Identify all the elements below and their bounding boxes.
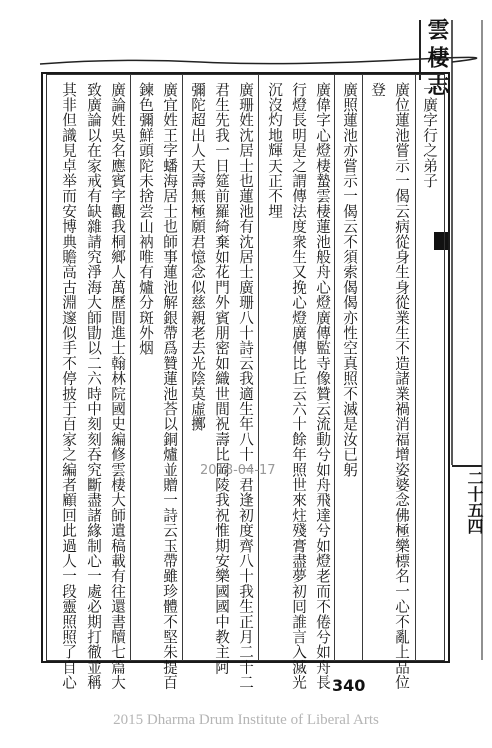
text-column-3: 登 <box>369 82 386 98</box>
text-column-13: 廣論姓吳名應賓字觀我桐鄉人萬歷間進士翰林院國史編修雲棲大師遺稿載有往還書牘七篇大 <box>109 82 126 690</box>
text-column-8: 廣珊姓沈居士也蓮池有沈居士廣珊八十詩云我適生年八十一君逢初度齊八十我生正月二十二 <box>237 82 254 690</box>
side-divider <box>452 465 482 467</box>
column-divider <box>130 74 131 661</box>
page-edge-line <box>40 57 477 64</box>
column-divider <box>182 74 183 661</box>
header-line <box>419 20 421 80</box>
text-column-15: 其非但識見卓举而安博典贍高古淵邃似手不停披于百家之編者顧回此過人一段靈照照了自心 <box>60 82 77 690</box>
text-column-6: 行燈長明是之謂傳法度衆生又挽心燈廣傳比丘云六十餘年照世來炷殘膏盡夢初囘誰言入滅光 <box>290 82 307 690</box>
column-divider <box>415 74 416 661</box>
page-number: 340 <box>332 676 366 695</box>
text-column-4: 廣照蓮池亦嘗示一偈云不須索偈偈亦性空真照不滅是汝已躬 <box>341 82 358 478</box>
text-column-14: 致廣論以在家戒有缺雜請究淨海大師勖以二六時中刻刻吞究斷盡諸緣制心一處必期打徹並稱 <box>85 82 102 690</box>
text-column-11: 廣宜姓王字蟠海居士也師事蓮池解銀帶爲贊蓮池荅以銅爐並贈一詩云玉帶雖珍體不堅朱提百 <box>161 82 178 690</box>
text-column-1: 一廣字行之弟子 <box>421 82 438 189</box>
text-column-2: 廣位蓮池嘗示一偈云病從身生身從業生不造諸業禍消福增姿婆念佛極樂標名一心不亂上品位 <box>393 82 410 690</box>
column-divider <box>258 74 259 661</box>
text-column-12: 鍊色彌鮮頭陀未捨尝山衲唯有爐分斑外烟 <box>137 82 154 356</box>
text-column-7: 沉沒灼地輝天正不埋 <box>266 82 283 219</box>
date-stamp: 2018-04-17 <box>200 463 276 478</box>
watermark: 2015 Dharma Drum Institute of Liberal Arts <box>113 712 379 728</box>
column-divider <box>362 74 363 661</box>
column-divider <box>334 74 335 661</box>
book-title: 雲棲志 <box>424 18 450 102</box>
folio-label: 二十五四 <box>465 470 484 534</box>
text-column-9: 君生先我一日筵前羅綺棄如花門外賓朋密如織世間祝壽比岡陵我祝惟期安樂國國中教主阿 <box>213 82 230 675</box>
text-column-5: 廣偉字心燈棲蟄雲棲蓮池般舟心燈廣傳監寺像贊云流動兮如舟飛達兮如燈老而不倦兮如舟長 <box>314 82 331 690</box>
text-column-10: 彌陀超出人天壽無極願君憶念似慈親老去光陰莫虛擲 <box>189 82 206 432</box>
